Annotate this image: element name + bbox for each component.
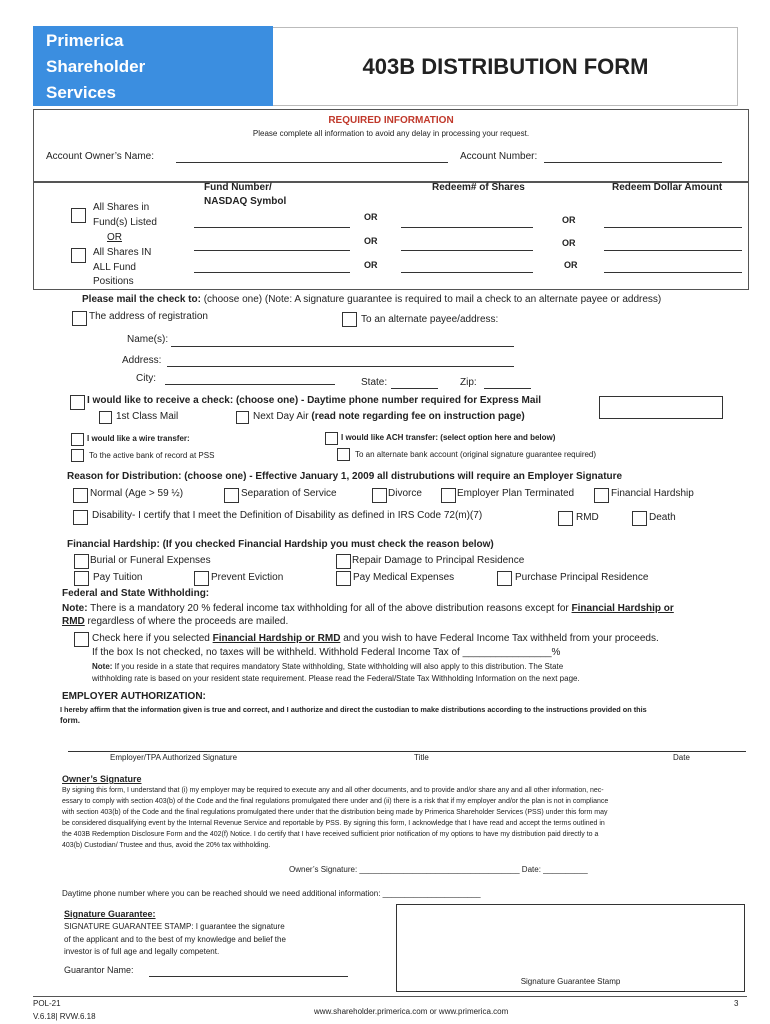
purchase-label: Purchase Principal Residence xyxy=(515,572,649,583)
or-label-6: OR xyxy=(564,260,578,270)
ach-transfer-checkbox[interactable] xyxy=(325,432,338,445)
employer-affirm-2: form. xyxy=(60,716,80,725)
disability-label: Disability- I certify that I meet the Definition of Disability as defined in IRS Code 72(m)(7) xyxy=(92,510,483,521)
alt-bank-checkbox[interactable] xyxy=(337,448,350,461)
phone-number-box[interactable] xyxy=(599,396,723,419)
dollar-field-3[interactable] xyxy=(604,272,742,273)
plan-terminated-label: Employer Plan Terminated xyxy=(457,488,575,499)
medical-label: Pay Medical Expenses xyxy=(353,572,455,583)
eviction-checkbox[interactable] xyxy=(194,571,209,586)
account-number-label: Account Number: xyxy=(460,151,538,162)
or-label-1: OR xyxy=(364,212,378,222)
next-day-note: (read note regarding fee on instruction page) xyxy=(311,411,525,422)
owner-p6: 403(b) Custodian/ Trustee and thus, avoid the 20% tax withholding. xyxy=(62,842,271,849)
city-label: City: xyxy=(136,373,156,384)
fund-number-field-3[interactable] xyxy=(194,272,350,273)
federal-withhold-label xyxy=(92,633,659,644)
wire-transfer-checkbox[interactable] xyxy=(71,433,84,446)
dollar-field-2[interactable] xyxy=(604,250,742,251)
or-label-3: OR xyxy=(364,260,378,270)
bank-of-record-label: To the active bank of record at PSS xyxy=(89,451,215,460)
next-day-label xyxy=(253,411,525,422)
all-shares-listed-checkbox[interactable] xyxy=(71,208,86,223)
financial-hardship-checkbox[interactable] xyxy=(594,488,609,503)
footer-version: V.6.18| RVW.6.18 xyxy=(33,1012,96,1021)
bank-of-record-checkbox[interactable] xyxy=(71,449,84,462)
all-shares-in-2: ALL Fund xyxy=(93,262,136,273)
alternate-payee-checkbox[interactable] xyxy=(342,312,357,327)
required-heading: REQUIRED INFORMATION xyxy=(328,115,454,126)
names-field[interactable] xyxy=(171,346,514,347)
all-shares-listed-1: All Shares in xyxy=(93,202,150,213)
brand-line-2: Shareholder xyxy=(46,57,146,76)
state-note-line2: withholding rate is based on your resident state requirement. Please read the Federal/State Tax Withholding Information on the next page. xyxy=(92,674,580,683)
all-shares-in-1: All Shares IN xyxy=(93,247,152,258)
owner-name-label: Account Owner’s Name: xyxy=(46,151,155,162)
death-checkbox[interactable] xyxy=(632,511,647,526)
owner-p4: be considered disqualifying event by the Internal Revenue Service and reportable by PSS. By signing this form, I acknowledge that I have read and accept the terms outlined in xyxy=(62,820,605,827)
withholding-note-text2: regardless of where the proceeds are mailed. xyxy=(84,616,289,627)
employer-title-label: Title xyxy=(414,753,429,762)
divorce-checkbox[interactable] xyxy=(372,488,387,503)
footer-form-id: POL-21 xyxy=(33,999,61,1008)
repair-checkbox[interactable] xyxy=(336,554,351,569)
owner-p2: essary to comply with section 403(b) of the Code and the final regulations promulgated there under and (ii) there is a risk that if my employer and/or the plan is not in compliance xyxy=(62,798,609,805)
col-fund-number: Fund Number/ xyxy=(204,182,272,193)
reason-heading: Reason for Distribution: (choose one) - Effective January 1, 2009 all distrubutions will require an Employer Signature xyxy=(67,471,623,482)
financial-hardship-label: Financial Hardship xyxy=(611,488,694,499)
disability-checkbox[interactable] xyxy=(73,510,88,525)
withholding-note-rmd: RMD xyxy=(62,616,85,627)
state-field[interactable] xyxy=(391,388,438,389)
mail-heading xyxy=(82,294,661,305)
required-subtext: Please complete all information to avoid any delay in processing your request. xyxy=(252,129,530,138)
ach-transfer-heading: I would like ACH transfer: (select option here and below) xyxy=(341,433,556,442)
withholding-note-link: Financial Hardship or xyxy=(571,603,674,614)
withholding-note-text: There is a mandatory 20 % federal income tax withholding for all of the above distribution reasons except for xyxy=(87,603,572,614)
employer-signature-line[interactable] xyxy=(68,751,746,752)
shares-field-1[interactable] xyxy=(401,227,533,228)
withholding-heading: Federal and State Withholding: xyxy=(62,588,210,599)
brand-line-1: Primerica xyxy=(46,31,124,50)
footer-divider xyxy=(33,996,747,997)
if-not-checked-text: If the box Is not checked, no taxes will be withheld. Withhold Federal Income Tax of ________________% xyxy=(92,647,561,658)
or-between-options: OR xyxy=(107,232,122,243)
fund-number-field-1[interactable] xyxy=(194,227,350,228)
burial-checkbox[interactable] xyxy=(74,554,89,569)
dollar-field-1[interactable] xyxy=(604,227,742,228)
employer-heading: EMPLOYER AUTHORIZATION: xyxy=(62,691,206,702)
shares-field-2[interactable] xyxy=(401,250,533,251)
owner-p3: with section 403(b) of the Code and the final regulations promulgated there under that the distribution being made by Primerica Shareholder Services (PSS) under this form may xyxy=(62,809,608,816)
col-redeem-dollar: Redeem Dollar Amount xyxy=(612,182,723,193)
medical-checkbox[interactable] xyxy=(336,571,351,586)
guarantee-heading: Signature Guarantee: xyxy=(64,909,156,919)
all-shares-listed-2: Fund(s) Listed xyxy=(93,217,157,228)
footer-website[interactable]: www.shareholder.primerica.com or www.primerica.com xyxy=(314,1007,509,1016)
purchase-checkbox[interactable] xyxy=(497,571,512,586)
address-field[interactable] xyxy=(167,366,514,367)
tuition-label: Pay Tuition xyxy=(93,572,143,583)
plan-terminated-checkbox[interactable] xyxy=(441,488,456,503)
mail-heading-rest: (choose one) (Note: A signature guarantee is required to mail a check to an alternate payee or address) xyxy=(200,294,662,305)
wire-transfer-heading: I would like a wire transfer: xyxy=(87,434,190,443)
or-label-2: OR xyxy=(364,236,378,246)
federal-withhold-checkbox[interactable] xyxy=(74,632,89,647)
separation-label: Separation of Service xyxy=(241,488,337,499)
employer-affirm: I hereby affirm that the information given is true and correct, and I authorize and direct the custodian to make distributions according to the instructions provided on this xyxy=(60,705,647,714)
zip-label: Zip: xyxy=(460,377,477,388)
address-of-registration-checkbox[interactable] xyxy=(72,311,87,326)
names-label: Name(s): xyxy=(127,334,169,345)
employer-date-label: Date xyxy=(673,753,690,762)
brand-line-3: Services xyxy=(46,83,116,102)
col-nasdaq-symbol: NASDAQ Symbol xyxy=(204,196,287,207)
phone-line[interactable]: Daytime phone number where you can be reached should we need additional information: ______________________ xyxy=(62,889,481,898)
all-shares-in-checkbox[interactable] xyxy=(71,248,86,263)
withholding-note-label: Note: xyxy=(62,603,88,614)
guarantor-name-field[interactable] xyxy=(149,976,348,977)
first-class-label: 1st Class Mail xyxy=(116,411,179,422)
account-number-field[interactable] xyxy=(544,162,722,163)
owner-paragraph xyxy=(62,785,608,851)
death-label: Death xyxy=(649,512,676,523)
form-title: 403B DISTRIBUTION FORM xyxy=(362,54,649,79)
footer-page-number: 3 xyxy=(734,999,739,1008)
check-here-1: Check here if you selected xyxy=(92,633,213,644)
mail-heading-bold: Please mail the check to: xyxy=(82,294,201,305)
brand-block xyxy=(33,26,273,106)
or-label-5: OR xyxy=(562,238,576,248)
owner-p1: By signing this form, I understand that (i) my employer may be required to execute any and all other documents, and to provide and/or share any and all other information, nec- xyxy=(62,787,604,794)
tuition-checkbox[interactable] xyxy=(74,571,89,586)
employer-signature-label: Employer/TPA Authorized Signature xyxy=(110,753,238,762)
owner-signature-line[interactable]: Owner’s Signature: ____________________________________ Date: __________ xyxy=(289,865,588,874)
guarantee-l3: investor is of full age and legally competent. xyxy=(64,947,220,956)
alternate-payee-label: To an alternate payee/address: xyxy=(361,314,499,325)
repair-label: Repair Damage to Principal Residence xyxy=(352,555,525,566)
col-redeem-shares: Redeem# of Shares xyxy=(432,182,525,193)
separation-checkbox[interactable] xyxy=(224,488,239,503)
stamp-label: Signature Guarantee Stamp xyxy=(520,977,621,986)
state-note-text: If you reside in a state that requires mandatory State withholding, State withholding will also apply to this distribution. The State xyxy=(112,662,564,671)
owner-signature-heading: Owner’s Signature xyxy=(62,774,142,784)
guarantee-l2: of the applicant and to the best of my knowledge and belief the xyxy=(64,935,286,944)
withholding-note-line2 xyxy=(62,616,288,627)
withholding-note xyxy=(62,603,674,614)
or-label-4: OR xyxy=(562,215,576,225)
address-of-registration-label: The address of registration xyxy=(89,311,208,322)
normal-label: Normal (Age > 59 ½) xyxy=(90,488,184,499)
check-here-link: Financial Hardship or RMD xyxy=(212,633,341,644)
next-day-text: Next Day Air xyxy=(253,411,309,422)
first-class-checkbox[interactable] xyxy=(99,411,112,424)
shares-field-3[interactable] xyxy=(401,272,533,273)
owner-p5: the 403B Redemption Disclosure Form and the 402(f) Notice. I do certify that I have received sufficient prior notification of my options to have my distribution paid directly to a xyxy=(62,831,599,838)
fund-number-field-2[interactable] xyxy=(194,250,350,251)
check-here-2: and you wish to have Federal Income Tax withheld from your proceeds. xyxy=(340,633,659,644)
address-label: Address: xyxy=(122,355,162,366)
all-shares-in-3: Positions xyxy=(93,276,134,287)
state-label: State: xyxy=(361,377,388,388)
alt-bank-label: To an alternate bank account (original signature guarantee required) xyxy=(355,450,597,459)
rmd-checkbox[interactable] xyxy=(558,511,573,526)
rmd-label: RMD xyxy=(576,512,599,523)
eviction-label: Prevent Eviction xyxy=(211,572,284,583)
state-note-line1 xyxy=(92,662,563,671)
receive-check-heading: I would like to receive a check: (choose one) - Daytime phone number required for Express Mail xyxy=(87,395,542,406)
hardship-heading: Financial Hardship: (If you checked Financial Hardship you must check the reason below) xyxy=(67,539,494,550)
owner-name-field[interactable] xyxy=(176,162,448,163)
state-note-label: Note: xyxy=(92,662,113,671)
next-day-checkbox[interactable] xyxy=(236,411,249,424)
burial-label: Burial or Funeral Expenses xyxy=(90,555,211,566)
divorce-label: Divorce xyxy=(388,488,422,499)
fund-box xyxy=(33,182,749,290)
guarantor-name-label: Guarantor Name: xyxy=(64,965,134,975)
zip-field[interactable] xyxy=(484,388,531,389)
receive-check-checkbox[interactable] xyxy=(70,395,85,410)
guarantee-l1: SIGNATURE GUARANTEE STAMP: I guarantee the signature xyxy=(64,922,285,931)
normal-checkbox[interactable] xyxy=(73,488,88,503)
city-field[interactable] xyxy=(165,384,335,385)
